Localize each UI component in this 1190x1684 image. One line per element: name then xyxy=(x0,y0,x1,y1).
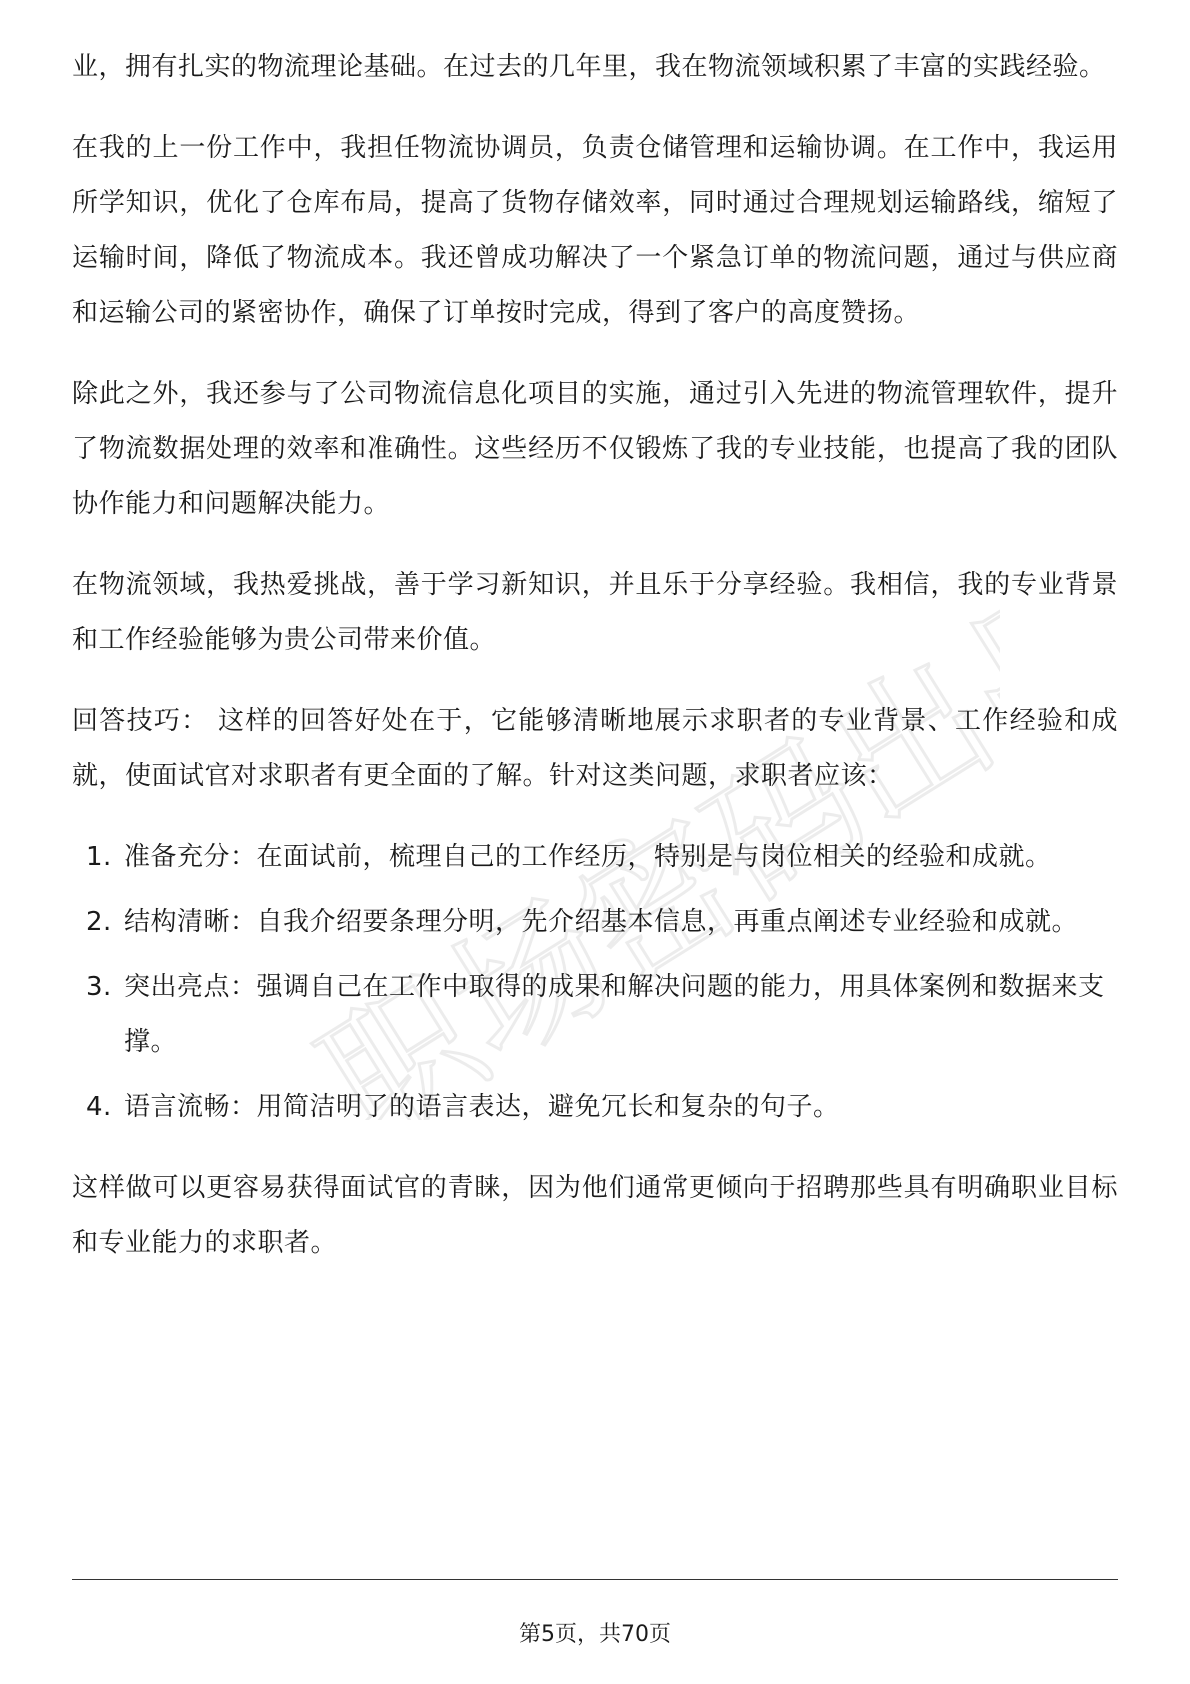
list-item-text: 准备充分：在面试前，梳理自己的工作经历，特别是与岗位相关的经验和成就。 xyxy=(124,842,1052,872)
answer-tips-intro: 回答技巧： 这样的回答好处在于，它能够清晰地展示求职者的专业背景、工作经验和成就，使面试官对求职者有更全面的了解。针对这类问题，求职者应该： xyxy=(72,706,1118,791)
list-number: 3. xyxy=(86,972,112,1002)
list-number: 2. xyxy=(86,907,112,937)
list-item-text: 结构清晰：自我介绍要条理分明，先介绍基本信息，再重点阐述专业经验和成就。 xyxy=(124,907,1079,937)
footer-divider xyxy=(72,1579,1118,1580)
list-item xyxy=(72,895,1118,950)
document-body xyxy=(72,40,1118,1297)
paragraph: 除此之外，我还参与了公司物流信息化项目的实施，通过引入先进的物流管理软件，提升了物流数据处理的效率和准确性。这些经历不仅锻炼了我的专业技能，也提高了我的团队协作能力和问题解决能力。 xyxy=(72,379,1118,519)
watermark-text: 职场密码出品 xyxy=(294,560,1000,1120)
list-item xyxy=(72,830,1118,885)
paragraph: 业，拥有扎实的物流理论基础。在过去的几年里，我在物流领域积累了丰富的实践经验。 xyxy=(72,52,1106,82)
list-number: 4. xyxy=(86,1092,112,1122)
list-item xyxy=(72,960,1118,1070)
list-item-text: 突出亮点：强调自己在工作中取得的成果和解决问题的能力，用具体案例和数据来支撑。 xyxy=(124,972,1105,1057)
closing-paragraph: 这样做可以更容易获得面试官的青睐，因为他们通常更倾向于招聘那些具有明确职业目标和专业能力的求职者。 xyxy=(72,1173,1118,1258)
paragraph: 在我的上一份工作中，我担任物流协调员，负责仓储管理和运输协调。在工作中，我运用所学知识，优化了仓库布局，提高了货物存储效率，同时通过合理规划运输路线，缩短了运输时间，降低了物流成本。我还曾成功解决了一个紧急订单的物流问题，通过与供应商和运输公司的紧密协作，确保了订单按时完成，得到了客户的高度赞扬。 xyxy=(72,133,1118,328)
list-number: 1. xyxy=(86,842,112,872)
list-item-text: 语言流畅：用简洁明了的语言表达，避免冗长和复杂的句子。 xyxy=(124,1092,840,1122)
list-item xyxy=(72,1080,1118,1135)
page-number: 第5页，共70页 xyxy=(519,1622,671,1647)
paragraph: 在物流领域，我热爱挑战，善于学习新知识，并且乐于分享经验。我相信，我的专业背景和工作经验能够为贵公司带来价值。 xyxy=(72,570,1118,655)
tips-list xyxy=(72,830,1118,1135)
